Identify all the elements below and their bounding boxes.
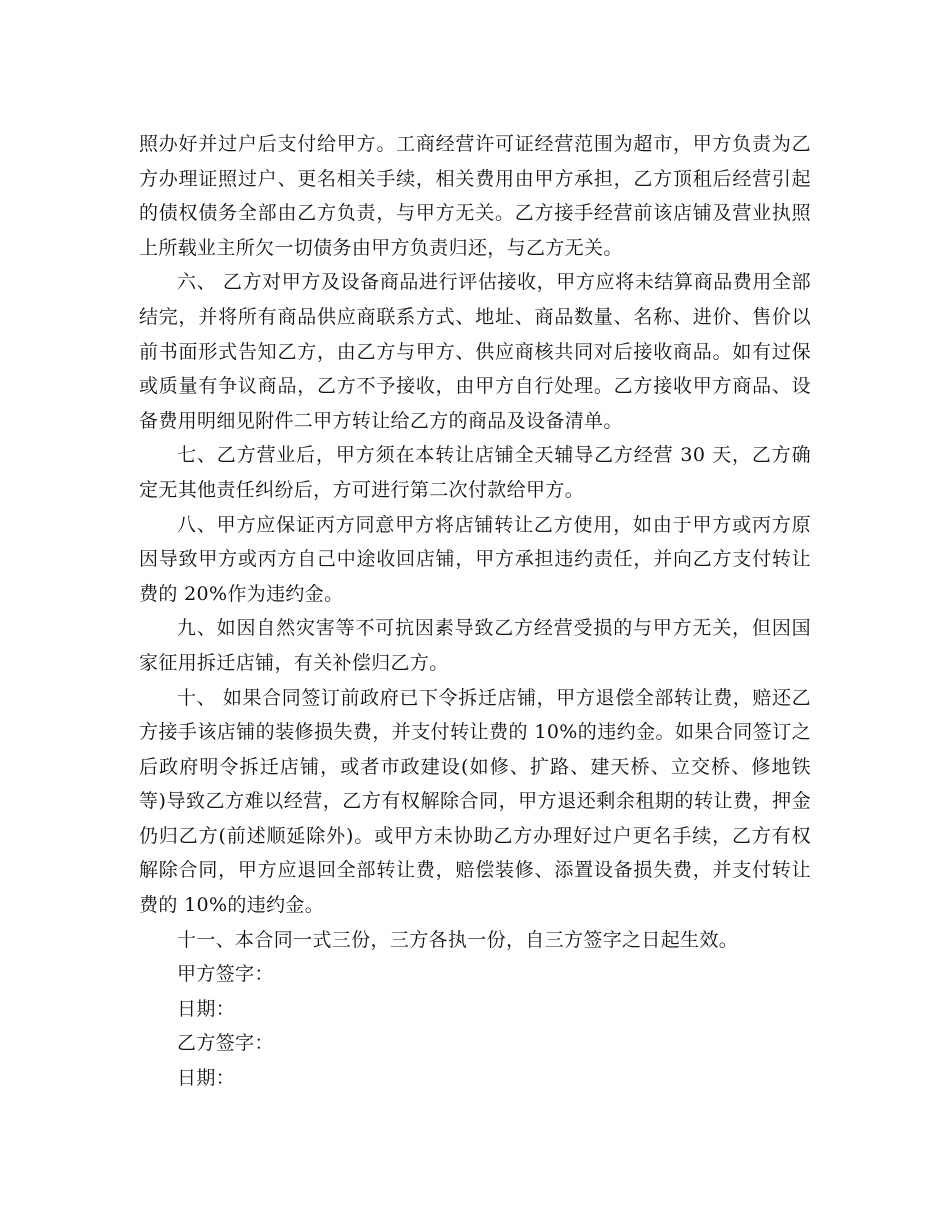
party-a-signature-label: 甲方签字： [177, 963, 274, 986]
party-a-date-label: 日期： [177, 997, 236, 1020]
paragraph-clause-10: 十、 如果合同签订前政府已下令拆迁店铺，甲方退偿全部转让费，赔还乙方接手该店铺的装修损失费，并支付转让费的 10%的违约金。如果合同签订之后政府明令拆迁店铺，或者市政建设(如修、扩路、建天桥、立交桥、修地铁等)导致乙方难以经营，乙方有权解除合同，甲方退还剩余租期的转让费，押金仍归乙方(前述顺延除外)。或甲方未协助乙方办理好过户更名手续，乙方有权解除合同，甲方应退回全部转让费，赔偿装修、添置设备损失费，并支付转让费的 10%的违约金。 [139, 686, 811, 917]
paragraph-clause-11: 十一、本合同一式三份，三方各执一份，自三方签字之日起生效。 [177, 928, 739, 951]
signature-block [139, 957, 811, 1095]
paragraph-clause-7: 七、乙方营业后，甲方须在本转让店铺全天辅导乙方经营 30 天，乙方确定无其他责任纠纷后，方可进行第二次付款给甲方。 [139, 444, 811, 501]
paragraph-license-transfer: 照办好并过户后支付给甲方。工商经营许可证经营范围为超市，甲方负责为乙方办理证照过户、更名相关手续，相关费用由甲方承担，乙方顶租后经营引起的债权债务全部由乙方负责，与甲方无关。乙方接手经营前该店铺及营业执照上所载业主所欠一切债务由甲方负责归还，与乙方无关。 [139, 133, 811, 259]
paragraph-clause-9: 九、如因自然灾害等不可抗因素导致乙方经营受损的与甲方无关，但因国家征用拆迁店铺，有关补偿归乙方。 [139, 617, 811, 674]
document-body [139, 127, 811, 1096]
party-b-signature-label: 乙方签字： [177, 1032, 274, 1055]
party-b-date-label: 日期： [177, 1067, 236, 1090]
paragraph-clause-6: 六、 乙方对甲方及设备商品进行评估接收，甲方应将未结算商品费用全部结完，并将所有商品供应商联系方式、地址、商品数量、名称、进价、售价以前书面形式告知乙方，由乙方与甲方、供应商核共同对后接收商品。如有过保或质量有争议商品，乙方不予接收，由甲方自行处理。乙方接收甲方商品、设备费用明细见附件二甲方转让给乙方的商品及设备清单。 [139, 271, 811, 432]
paragraph-clause-8: 八、甲方应保证丙方同意甲方将店铺转让乙方使用，如由于甲方或丙方原因导致甲方或丙方自己中途收回店铺，甲方承担违约责任，并向乙方支付转让费的 20%作为违约金。 [139, 513, 811, 605]
